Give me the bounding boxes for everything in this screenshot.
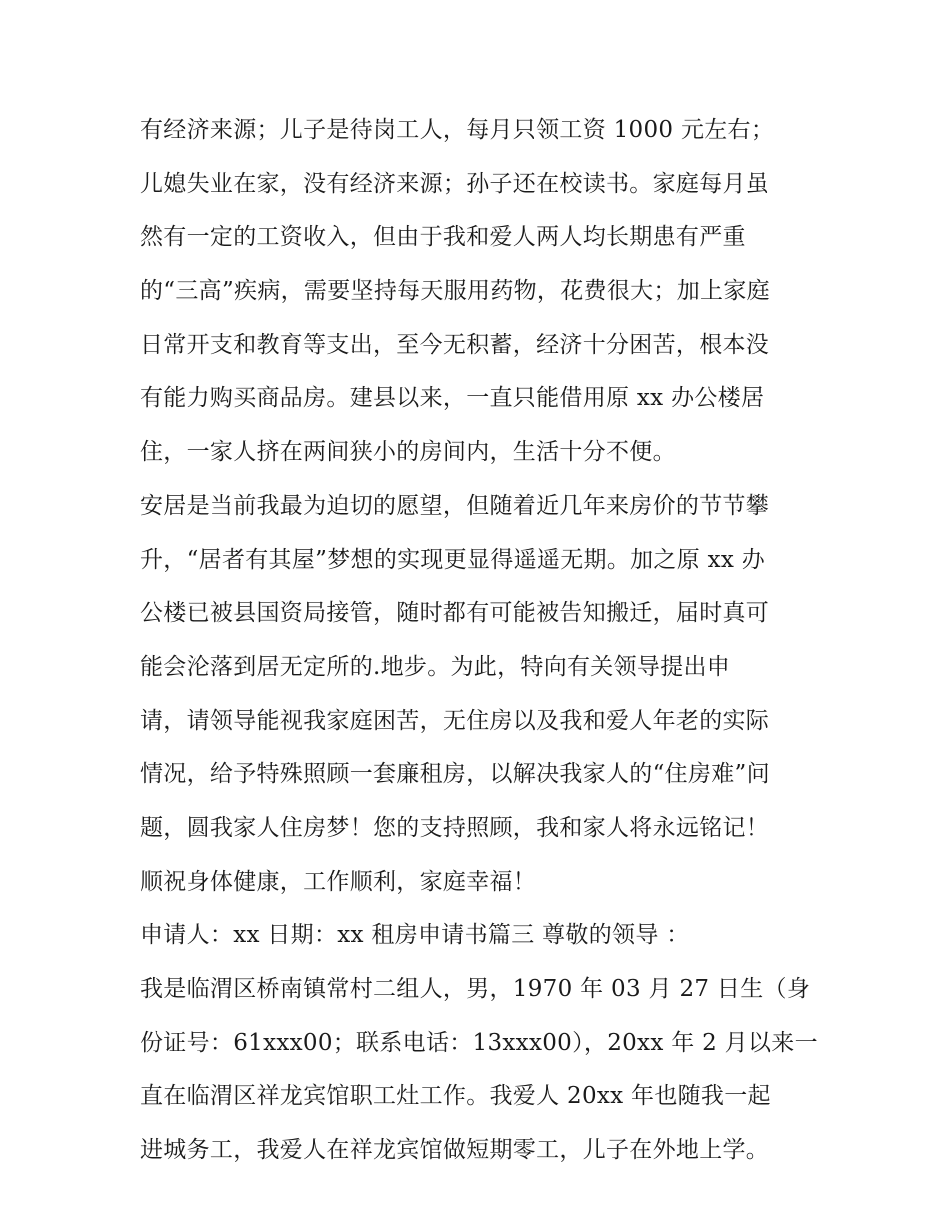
document-body <box>140 104 830 1178</box>
text-line: 的“三高”疾病，需要坚持每天服用药物，花费很大；加上家庭 <box>140 278 770 305</box>
text-line: 申请人：xx 日期：xx 租房申请书篇三 尊敬的领导 ： <box>140 922 690 949</box>
text-line: 请，请领导能视我家庭困苦，无住房以及我和爱人年老的实际 <box>140 707 770 734</box>
text-line: 安居是当前我最为迫切的愿望，但随着近几年来房价的节节攀 <box>140 492 770 519</box>
text-line: 公楼已被县国资局接管，随时都有可能被告知搬迁，届时真可 <box>140 600 770 627</box>
text-line: 情况，给予特殊照顾一套廉租房，以解决我家人的“住房难”问 <box>140 761 770 788</box>
text-line: 进城务工，我爱人在祥龙宾馆做短期零工，儿子在外地上学。 <box>140 1137 770 1164</box>
text-line: 直在临渭区祥龙宾馆职工灶工作。我爱人 20xx 年也随我一起 <box>140 1083 771 1110</box>
text-line: 然有一定的工资收入，但由于我和爱人两人均长期患有严重 <box>140 224 746 251</box>
text-line: 顺祝身体健康，工作顺利，家庭幸福！ <box>140 868 537 895</box>
text-line: 儿媳失业在家，没有经济来源；孙子还在校读书。家庭每月虽 <box>140 170 770 197</box>
text-line: 升，“居者有其屋”梦想的实现更显得遥遥无期。加之原 xx 办 <box>140 546 766 573</box>
text-line: 有经济来源；儿子是待岗工人，每月只领工资 1000 元左右； <box>140 117 775 143</box>
text-line: 我是临渭区桥南镇常村二组人，男，1970 年 03 月 27 日生（身 <box>140 976 811 1002</box>
text-line: 日常开支和教育等支出，至今无积蓄，经济十分困苦，根本没 <box>140 331 770 358</box>
text-line: 有能力购买商品房。建县以来，一直只能借用原 xx 办公楼居 <box>140 385 765 412</box>
text-line: 份证号：61xxx00；联系电话：13xxx00），20xx 年 2 月以来一 <box>140 1029 818 1056</box>
text-line: 题，圆我家人住房梦！您的支持照顾，我和家人将永远铭记！ <box>140 814 770 841</box>
text-line: 能会沦落到居无定所的.地步。为此，特向有关领导提出申 <box>140 653 731 680</box>
text-line: 住，一家人挤在两间狭小的房间内，生活十分不便。 <box>140 439 676 466</box>
